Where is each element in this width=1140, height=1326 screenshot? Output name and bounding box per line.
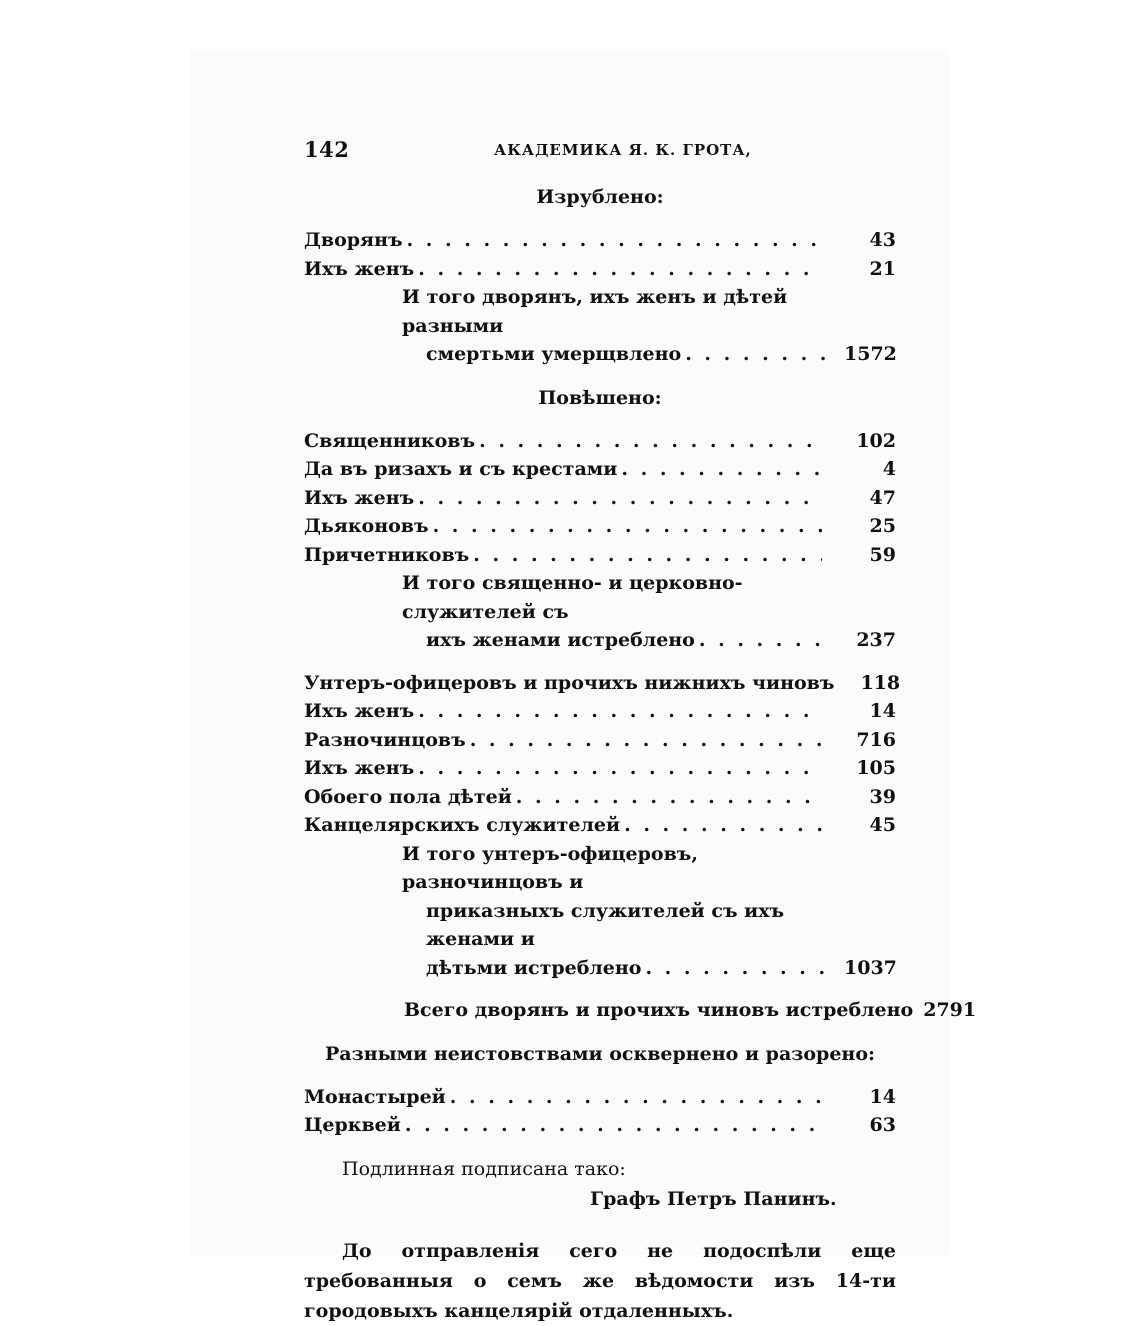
table-row [304,455,896,484]
row-label: Церквей [304,1114,401,1136]
table-row [304,1111,896,1140]
row-value: 43 [869,229,896,251]
signature-name: Графъ Петръ Панинъ. [590,1187,837,1210]
table-row [304,754,896,783]
table-row [304,669,901,698]
subtotal-label: смертьми умерщвлено [426,343,682,365]
section-title-desecrated: Разными неистовствами осквернено и разорено: [324,1042,876,1065]
table-row [304,226,896,255]
row-label: Обоего пола дѣтей [304,785,512,808]
row-label: Ихъ женъ [304,486,415,509]
section-title-hacked: Изрублено: [536,186,664,208]
row-value: 39 [869,785,896,808]
subtotal-row [304,626,896,655]
table-row [304,783,896,812]
subtotal-text: И того унтеръ-офицеровъ, разночинцовъ и [402,842,698,893]
running-title: АКАДЕМИКА Я. К. ГРОТА, [494,141,752,159]
row-label: Дворянъ [304,229,403,251]
closing-paragraph: До отправленія сего не подоспѣли еще требованныя о семъ же вѣдомости изъ 14-ти городовыхъ канцелярій отдаленныхъ. [304,1239,896,1322]
subtotal-label: ихъ женами истреблено [426,629,695,651]
row-label: Унтеръ-офицеровъ и прочихъ нижнихъ чиновъ [304,671,835,694]
row-value: 63 [869,1114,896,1136]
row-label: Ихъ женъ [304,700,415,722]
row-value: 45 [869,814,896,836]
book-page [304,132,977,1326]
row-value: 716 [856,728,896,751]
table-row [304,1083,896,1112]
table-row [304,697,896,726]
table-row [304,512,896,541]
subtotal-text: И того священно- и церковно-служителей съ [402,572,743,623]
row-label: Канцелярскихъ служителей [304,814,621,836]
grand-total-value: 2791 [923,999,977,1021]
row-label: Дьяконовъ [304,515,429,537]
subtotal-row [304,340,896,369]
row-label: Причетниковъ [304,543,470,566]
signature-intro: Подлинная подписана тако: [342,1157,626,1180]
subtotal-value: 237 [856,629,896,651]
table-row [304,726,896,755]
table-row [304,484,896,513]
section-title-hanged: Повѣшено: [538,386,662,409]
row-label: Разночинцовъ [304,728,466,751]
page-header [304,132,896,168]
subtotal-value: 1037 [844,956,897,979]
subtotal-label: дѣтьми истреблено [426,956,642,979]
row-value: 21 [869,257,896,280]
table-row [304,427,896,456]
table-row [304,255,896,284]
subtotal-text: приказныхъ служителей съ ихъ женами и [426,899,785,950]
row-label: Ихъ женъ [304,257,415,280]
row-label: Священниковъ [304,429,476,452]
table-row [304,541,896,570]
row-value: 47 [869,486,896,509]
row-value: 102 [856,429,896,452]
row-value: 4 [882,458,896,480]
row-value: 14 [869,700,896,722]
grand-total-label: Всего дворянъ и прочихъ чиновъ истреблено [404,999,914,1021]
row-value: 118 [860,671,901,694]
row-label: Ихъ женъ [304,757,415,779]
row-value: 59 [869,543,896,566]
grand-total-row [304,996,977,1025]
row-label: Монастырей [304,1085,446,1108]
row-value: 25 [869,515,896,537]
page-number: 142 [304,137,350,162]
row-value: 14 [869,1085,896,1108]
row-label: Да въ ризахъ и съ крестами [304,458,618,480]
table-row [304,811,896,840]
subtotal-row [304,954,896,983]
subtotal-value: 1572 [844,343,897,365]
row-value: 105 [856,757,896,779]
subtotal-text: И того дворянъ, ихъ женъ и дѣтей разными [402,286,788,337]
